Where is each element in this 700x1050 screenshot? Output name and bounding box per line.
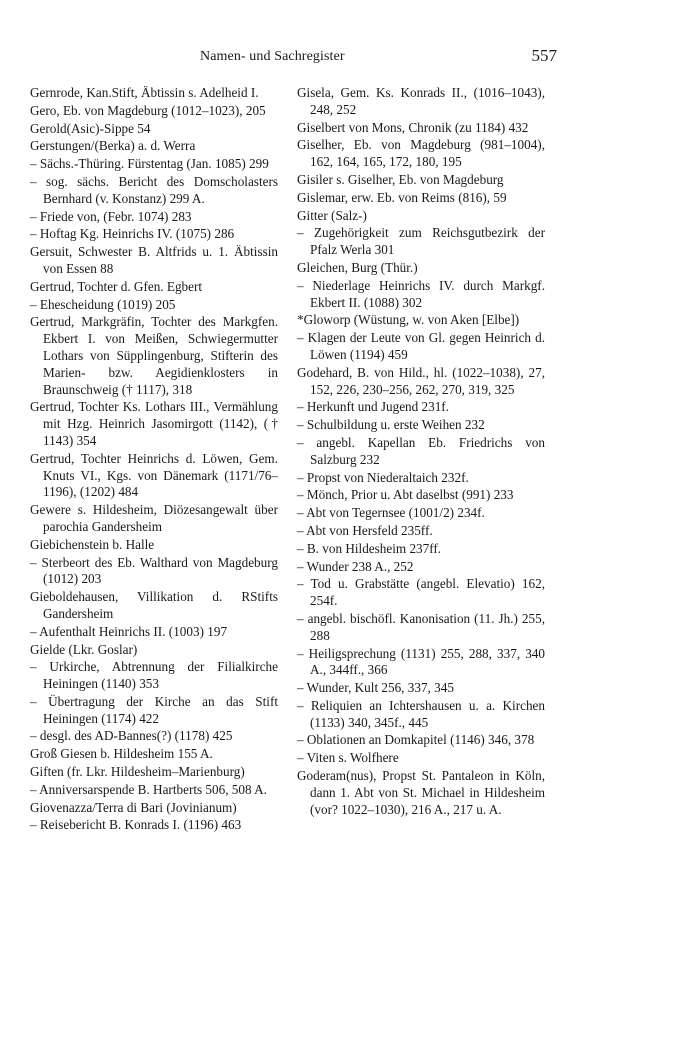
left-column — [30, 85, 278, 835]
index-entry: Gerstungen/(Berka) a. d. Werra — [30, 138, 196, 154]
index-entry: – sog. sächs. Bericht des Domscholasters Bernhard (v. Konstanz) 299 A. — [30, 173, 278, 206]
index-entry: – Friede von, (Febr. 1074) 283 — [30, 208, 192, 224]
index-entry: – Wunder 238 A., 252 — [297, 558, 414, 574]
index-entry: – Herkunft und Jugend 231f. — [297, 399, 449, 415]
index-entry: Gisela, Gem. Ks. Konrads II., (1016–1043), 248, 252 — [297, 85, 545, 117]
index-entry: – Sächs.-Thüring. Fürstentag (Jan. 1085) 299 — [30, 156, 269, 172]
index-entry: Giselbert von Mons, Chronik (zu 1184) 432 — [297, 119, 529, 135]
index-entry: Gertrud, Tochter Heinrichs d. Löwen, Gem. Knuts VI., Kgs. von Dänemark (1171/76–1196), (1202) 484 — [30, 450, 278, 500]
running-head: Namen- und Sachregister — [200, 49, 345, 64]
index-entry: – Tod u. Grabstätte (angebl. Elevatio) 162, 254f. — [297, 576, 545, 609]
index-entry: Giebichenstein b. Halle — [30, 536, 155, 552]
index-entry: – Anniversarspende B. Hartberts 506, 508 A. — [30, 781, 267, 797]
index-entry: Gislemar, erw. Eb. von Reims (816), 59 — [297, 189, 507, 205]
index-entry: – Oblationen an Domkapitel (1146) 346, 378 — [297, 732, 535, 748]
index-entry: – B. von Hildesheim 237ff. — [297, 540, 442, 556]
index-entry: – Heiligsprechung (1131) 255, 288, 337, 340 A., 344ff., 366 — [297, 645, 545, 678]
index-entry: – Viten s. Wolfhere — [297, 750, 399, 766]
index-entry: Gerold(Asic)-Sippe 54 — [30, 120, 151, 136]
index-entry: Gisiler s. Giselher, Eb. von Magdeburg — [297, 171, 504, 187]
index-entry: – Zugehörigkeit zum Reichsgutbezirk der Pfalz Werla 301 — [297, 225, 545, 258]
index-entry: – Reliquien an Ichtershausen u. a. Kirchen (1133) 340, 345f., 445 — [297, 697, 545, 730]
index-entry: – angebl. bischöfl. Kanonisation (11. Jh.) 255, 288 — [297, 610, 545, 643]
index-entry: – Klagen der Leute von Gl. gegen Heinrich d. Löwen (1194) 459 — [297, 330, 545, 362]
index-entry: – Sterbeort des Eb. Walthard von Magdeburg (1012) 203 — [30, 554, 278, 587]
index-entry: – angebl. Kapellan Eb. Friedrichs von Salzburg 232 — [297, 434, 545, 467]
index-entry: – Wunder, Kult 256, 337, 345 — [297, 680, 454, 696]
index-entry: Goderam(nus), Propst St. Pantaleon in Köln, dann 1. Abt von St. Michael in Hildesheim (vor? 1022–1030), 216 A., 217 u. A. — [297, 768, 545, 817]
index-entry: Giovenazza/Terra di Bari (Jovinianum) — [30, 799, 237, 815]
index-entry: Gero, Eb. von Magdeburg (1012–1023), 205 — [30, 102, 266, 118]
index-entry: Gertrud, Markgräfin, Tochter des Markgfen. Ekbert I. von Meißen, Schwiegermutter Lothars von Süpplingenburg, Stifterin des Marien- bzw. Aegidienklosters in Braunschweig († 1117), 318 — [30, 314, 278, 397]
index-entry: – desgl. des AD-Bannes(?) (1178) 425 — [30, 728, 233, 744]
index-entry: Godehard, B. von Hild., hl. (1022–1038), 27, 152, 226, 230–256, 262, 270, 319, 325 — [297, 364, 545, 397]
index-entry: – Niederlage Heinrichs IV. durch Markgf. Ekbert II. (1088) 302 — [297, 277, 545, 310]
index-entry: *Gloworp (Wüstung, w. von Aken [Elbe]) — [297, 312, 520, 328]
index-entry: – Mönch, Prior u. Abt daselbst (991) 233 — [297, 487, 514, 503]
index-entry: – Urkirche, Abtrennung der Filialkirche Heiningen (1140) 353 — [30, 659, 278, 692]
index-entry: – Abt von Tegernsee (1001/2) 234f. — [297, 505, 485, 521]
index-entry: – Aufenthalt Heinrichs II. (1003) 197 — [30, 623, 228, 639]
index-entry: – Propst von Niederaltaich 232f. — [297, 469, 469, 485]
index-entry: Groß Giesen b. Hildesheim 155 A. — [30, 746, 213, 762]
index-entry: Gertrud, Tochter Ks. Lothars III., Vermählung mit Hzg. Heinrich Jasomirgott (1142), († 1143) 354 — [30, 399, 278, 448]
index-entry: – Ehescheidung (1019) 205 — [30, 296, 176, 312]
index-entry: Gersuit, Schwester B. Altfrids u. 1. Äbtissin von Essen 88 — [30, 244, 278, 276]
index-entry: Giften (fr. Lkr. Hildesheim–Marienburg) — [30, 764, 245, 780]
index-entry: Gleichen, Burg (Thür.) — [297, 259, 418, 275]
index-entry: Gieboldehausen, Villikation d. RStifts Gandersheim — [30, 589, 278, 621]
index-entry: – Hoftag Kg. Heinrichs IV. (1075) 286 — [30, 226, 235, 242]
index-entry: Gertrud, Tochter d. Gfen. Egbert — [30, 278, 203, 294]
index-entry: Gitter (Salz-) — [297, 207, 367, 223]
index-entry: Gewere s. Hildesheim, Diözesangewalt über parochia Gandersheim — [30, 502, 278, 534]
index-entry: Gielde (Lkr. Goslar) — [30, 641, 138, 657]
index-entry: – Schulbildung u. erste Weihen 232 — [297, 417, 485, 433]
index-entry: – Übertragung der Kirche an das Stift Heiningen (1174) 422 — [30, 693, 278, 726]
index-entry: Giselher, Eb. von Magdeburg (981–1004), 162, 164, 165, 172, 180, 195 — [297, 137, 545, 170]
index-entry: Gernrode, Kan.Stift, Äbtissin s. Adelheid I. — [30, 85, 259, 100]
page-number: 557 — [531, 46, 557, 65]
page-header — [30, 46, 557, 69]
index-entry: – Abt von Hersfeld 235ff. — [297, 522, 433, 538]
right-column — [297, 85, 545, 819]
index-entry: – Reisebericht B. Konrads I. (1196) 463 — [30, 817, 242, 833]
